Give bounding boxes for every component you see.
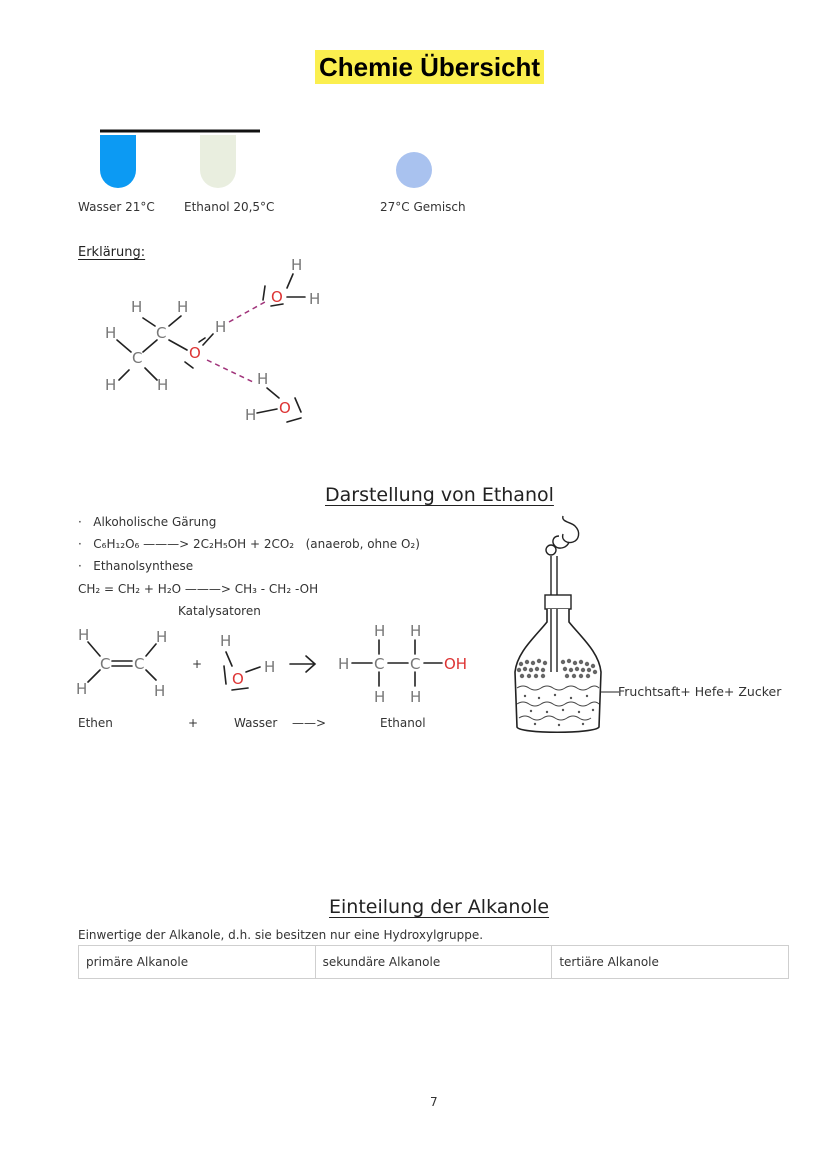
airlock [563,516,579,543]
page-title: Chemie Übersicht [315,50,544,84]
atom-h: H [154,682,166,700]
label-ethene: Ethen [78,716,113,730]
water-bonds [263,274,305,306]
synthesis-equation: CH₂ = CH₂ + H₂O ———> CH₃ - CH₂ -OH [78,582,319,596]
bullet-fermentation-equation: · C₆H₁₂O₆ ———> 2C₂H₅OH + 2CO₂ (anaerob, ohne O₂) [78,537,420,551]
label-arrow: ——> [292,716,327,730]
atom-h: H [374,688,386,702]
plus-sign: + [192,657,203,671]
hydrogen-bond-dash [207,360,253,382]
atom-h: H [157,376,169,394]
table-cell-primary: primäre Alkanole [79,946,316,979]
atom-o: O [189,344,201,362]
stopper [545,595,571,609]
atom-c: C [132,349,143,367]
explanation-heading: Erklärung: [78,245,146,260]
mixture-label: 27°C Gemisch [380,200,466,214]
atom-h: H [245,406,257,424]
reaction-arrow [290,656,315,672]
atom-h: H [291,256,303,274]
airlock-bulb [546,545,556,555]
atom-c: C [100,655,111,673]
hydrogen-bond-diagram [95,250,345,435]
atom-o: O [271,288,283,306]
alkanols-description: Einwertige der Alkanole, d.h. sie besitzen nur eine Hydroxylgruppe. [78,928,484,942]
atom-c: C [410,655,421,673]
catalyst-label: Katalysatoren [178,604,261,618]
table-cell-tertiary: tertiäre Alkanole [552,946,789,979]
atom-h: H [257,370,269,388]
mixture-drop [396,152,432,188]
water-label: Wasser 21°C [78,200,155,214]
hydrogen-bond-dash [229,302,265,322]
ethanol-tube [200,135,236,188]
atom-h: H [105,324,117,342]
page-number: 7 [430,1095,438,1109]
table-row [79,946,789,979]
mixing-illustration [90,125,450,195]
atom-h: H [76,680,88,698]
ethanol-label: Ethanol 20,5°C [184,200,275,214]
atom-c: C [134,655,145,673]
atom-h: H [309,290,321,308]
atom-h: H [410,622,422,640]
structural-reaction [72,622,482,702]
bullet-fermentation: · Alkoholische Gärung [78,515,217,529]
synthesis-heading: Darstellung von Ethanol [325,484,554,506]
atom-h: H [410,688,422,702]
atom-h: H [131,298,143,316]
table-cell-secondary: sekundäre Alkanole [315,946,552,979]
alkanols-heading: Einteilung der Alkanole [329,896,550,918]
atom-h: H [374,622,386,640]
label-plus: + [188,716,199,730]
atom-h: H [156,628,168,646]
label-ethanol: Ethanol [380,716,426,730]
atom-h: H [105,376,117,394]
atom-h: H [338,655,350,673]
atom-o: O [279,399,291,417]
water-tube [100,135,136,188]
hydroxyl-group: OH [444,655,468,673]
atom-h: H [220,632,232,650]
atom-h: H [264,658,276,676]
ethene-bonds [88,642,156,682]
flask-label: Fruchtsaft+ Hefe+ Zucker [618,684,782,699]
atom-h: H [177,298,189,316]
atom-o: O [232,670,244,688]
label-water: Wasser [234,716,278,730]
atom-h: H [78,626,90,644]
bullet-synthesis: · Ethanolsynthese [78,559,194,573]
atom-c: C [156,324,167,342]
fermentation-flask [505,512,620,742]
alkanols-table [78,945,789,979]
atom-c: C [374,655,385,673]
ethanol-structure-bonds [352,640,442,686]
atom-h: H [215,318,227,336]
